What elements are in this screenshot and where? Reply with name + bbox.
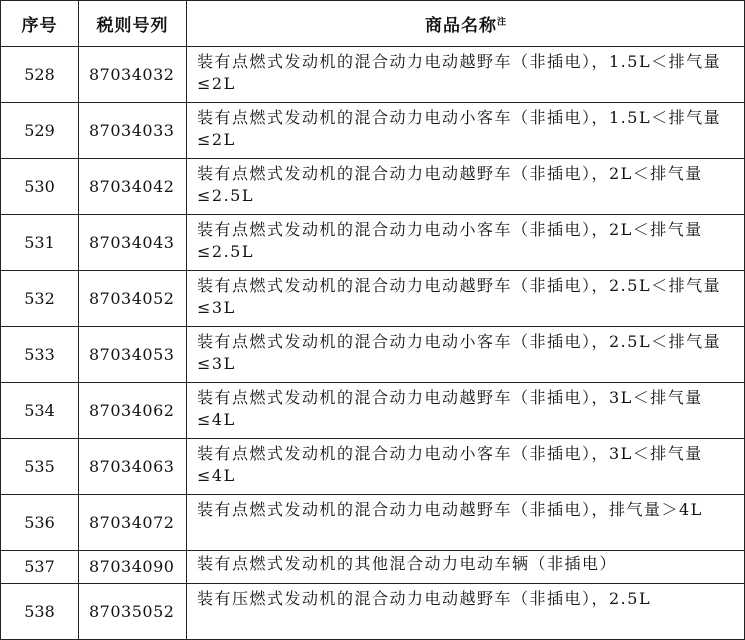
row-code: 87034053 (79, 327, 187, 383)
row-name: 装有压燃式发动机的混合动力电动越野车（非插电），2.5L (187, 584, 745, 640)
row-name: 装有点燃式发动机的混合动力电动小客车（非插电），2L＜排气量≤2.5L (187, 215, 745, 271)
row-seq: 533 (1, 327, 79, 383)
row-name: 装有点燃式发动机的混合动力电动小客车（非插电），1.5L＜排气量≤2L (187, 103, 745, 159)
header-name-label: 商品名称 (424, 16, 497, 36)
header-name (187, 1, 745, 47)
table-row (1, 103, 745, 159)
table-row (1, 327, 745, 383)
row-seq: 528 (1, 47, 79, 103)
row-name: 装有点燃式发动机的混合动力电动越野车（非插电），2L＜排气量≤2.5L (187, 159, 745, 215)
row-code: 87034042 (79, 159, 187, 215)
row-seq: 530 (1, 159, 79, 215)
row-code: 87035052 (79, 584, 187, 640)
table-row (1, 159, 745, 215)
table-row (1, 383, 745, 439)
row-name: 装有点燃式发动机的混合动力电动越野车（非插电），3L＜排气量≤4L (187, 383, 745, 439)
row-code: 87034052 (79, 271, 187, 327)
table-row (1, 47, 745, 103)
row-code: 87034043 (79, 215, 187, 271)
table-header (1, 1, 745, 47)
row-seq: 535 (1, 439, 79, 495)
table-body (1, 47, 745, 640)
table-row (1, 215, 745, 271)
table-row (1, 584, 745, 640)
table-row (1, 271, 745, 327)
table-row (1, 551, 745, 584)
row-code: 87034032 (79, 47, 187, 103)
row-seq: 531 (1, 215, 79, 271)
row-name: 装有点燃式发动机的混合动力电动越野车（非插电），2.5L＜排气量≤3L (187, 271, 745, 327)
row-code: 87034072 (79, 495, 187, 551)
row-name: 装有点燃式发动机的其他混合动力电动车辆（非插电） (187, 551, 745, 584)
table-row (1, 495, 745, 551)
row-code: 87034033 (79, 103, 187, 159)
row-seq: 529 (1, 103, 79, 159)
row-name: 装有点燃式发动机的混合动力电动小客车（非插电），2.5L＜排气量≤3L (187, 327, 745, 383)
row-code: 87034090 (79, 551, 187, 584)
header-row (1, 1, 745, 47)
header-name-note: 注 (496, 17, 506, 28)
row-name: 装有点燃式发动机的混合动力电动越野车（非插电），1.5L＜排气量≤2L (187, 47, 745, 103)
row-seq: 532 (1, 271, 79, 327)
row-seq: 538 (1, 584, 79, 640)
row-code: 87034062 (79, 383, 187, 439)
header-seq: 序号 (1, 1, 79, 47)
row-seq: 534 (1, 383, 79, 439)
row-seq: 536 (1, 495, 79, 551)
row-seq: 537 (1, 551, 79, 584)
row-name: 装有点燃式发动机的混合动力电动越野车（非插电），排气量＞4L (187, 495, 745, 551)
row-name: 装有点燃式发动机的混合动力电动小客车（非插电），3L＜排气量≤4L (187, 439, 745, 495)
table-row (1, 439, 745, 495)
row-code: 87034063 (79, 439, 187, 495)
header-code: 税则号列 (79, 1, 187, 47)
